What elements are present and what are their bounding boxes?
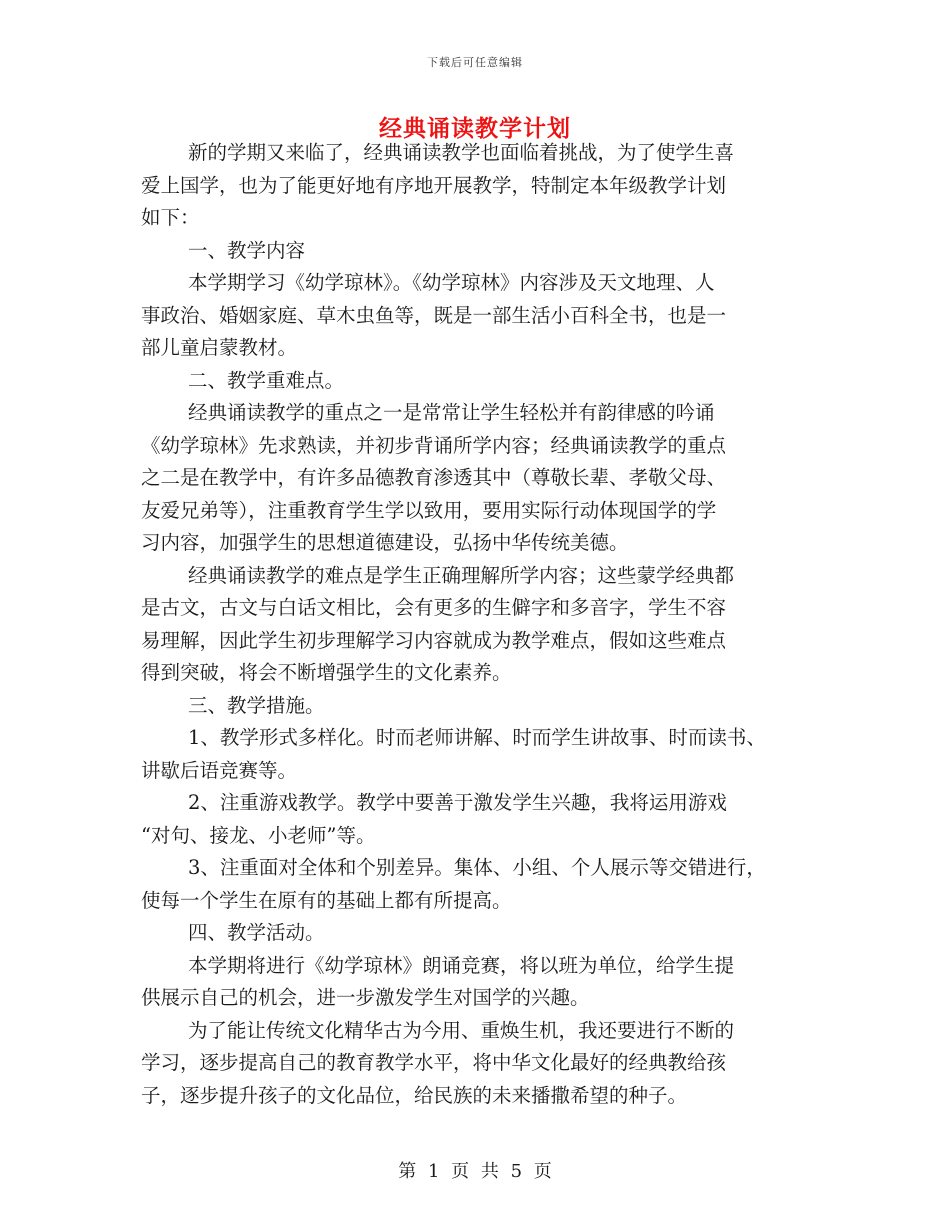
body-line: 2、注重游戏教学。教学中要善于激发学生兴趣，我将运用游戏 — [188, 791, 727, 814]
body-line: 得到突破，将会不断增强学生的文化素养。 — [141, 661, 512, 684]
body-line: 易理解，因此学生初步理解学习内容就成为教学难点，假如这些难点 — [141, 628, 727, 652]
page-number: 第 1 页 共 5 页 — [398, 1161, 552, 1182]
body-line: 二、教学重难点。 — [188, 368, 345, 392]
body-line: 供展示自己的机会，进一步激发学生对国学的兴趣。 — [141, 986, 590, 1009]
body-line: 新的学期又来临了，经典诵读教学也面临着挑战，为了使学生喜 — [188, 141, 735, 164]
body-line: 本学期学习《幼学琼林》。《幼学琼林》内容涉及天文地理、人 — [188, 271, 715, 294]
body-line: 事政治、婚姻家庭、草木虫鱼等，既是一部生活小百科全书，也是一 — [141, 303, 727, 327]
body-line: 一、教学内容 — [188, 238, 306, 262]
body-line: 三、教学措施。 — [188, 693, 325, 717]
document-title: 经典诵读教学计划 — [379, 115, 571, 142]
body-line: 四、教学活动。 — [188, 921, 325, 944]
body-line: 友爱兄弟等），注重教育学生学以致用，要用实际行动体现国学的学 — [141, 498, 717, 522]
body-line: 部儿童启蒙教材。 — [141, 336, 298, 359]
body-line: 学习，逐步提高自己的教育教学水平，将中华文化最好的经典教给孩 — [141, 1051, 727, 1074]
body-line: 讲歇后语竞赛等。 — [141, 758, 298, 782]
body-line: 《幼学琼林》先求熟读，并初步背诵所学内容；经典诵读教学的重点 — [141, 433, 727, 457]
body-line: 为了能让传统文化精华古为今用、重焕生机，我还要进行不断的 — [188, 1018, 735, 1042]
body-line: 经典诵读教学的难点是学生正确理解所学内容；这些蒙学经典都 — [188, 563, 735, 587]
body-line: 经典诵读教学的重点之一是常常让学生轻松并有韵律感的吟诵 — [188, 401, 715, 424]
header-note: 下载后可任意编辑 — [427, 56, 523, 69]
body-line: 3、注重面对全体和个别差异。集体、小组、个人展示等交错进行， — [188, 856, 766, 879]
body-line: “对句、接龙、小老师”等。 — [141, 823, 376, 847]
body-line: 爱上国学，也为了能更好地有序地开展教学，特制定本年级教学计划 — [141, 173, 727, 197]
body-line: 本学期将进行《幼学琼林》朗诵竞赛，将以班为单位，给学生提 — [188, 953, 735, 977]
body-line: 习内容，加强学生的思想道德建设，弘扬中华传统美德。 — [141, 531, 629, 554]
body-line: 之二是在教学中，有许多品德教育渗透其中（尊敬长辈、孝敬父母、 — [141, 466, 727, 489]
body-line: 如下： — [141, 206, 200, 229]
body-line: 是古文，古文与白话文相比，会有更多的生僻字和多音字，学生不容 — [141, 596, 727, 619]
body-line: 子，逐步提升孩子的文化品位，给民族的未来播撒希望的种子。 — [141, 1083, 688, 1107]
body-line: 1、教学形式多样化。时而老师讲解、时而学生讲故事、时而读书、 — [188, 726, 766, 749]
body-line: 使每一个学生在原有的基础上都有所提高。 — [141, 888, 512, 912]
document-body — [141, 137, 821, 1112]
